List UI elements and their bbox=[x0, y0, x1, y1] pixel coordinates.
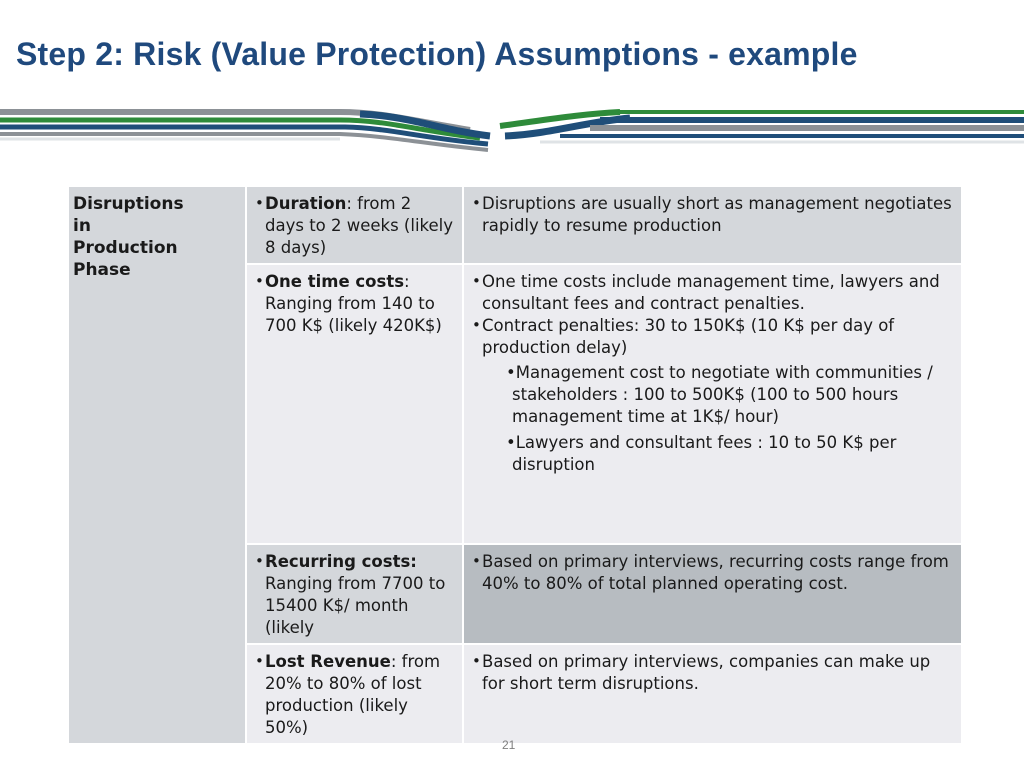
note-text: • Based on primary interviews, companies can make up for short term disruptions. bbox=[468, 651, 953, 695]
category-label-line: Disruptions bbox=[73, 194, 184, 214]
notes-cell bbox=[463, 264, 962, 544]
page-number: 21 bbox=[502, 738, 516, 752]
sub-note-text: •Management cost to negotiate with communities / stakeholders : 100 to 500K$ (100 to 500 hours management time at 1K$/ hour) bbox=[506, 363, 933, 426]
note-text: • Based on primary interviews, recurring costs range from 40% to 80% of total planned operating cost. bbox=[468, 551, 953, 595]
metric-name: One time costs bbox=[265, 272, 405, 291]
metric-cell bbox=[246, 186, 463, 264]
metric-value: : from 20% to 80% of lost production (likely 50%) bbox=[265, 652, 441, 737]
note-text: • Disruptions are usually short as management negotiates rapidly to resume production bbox=[468, 193, 953, 237]
note-text: • Contract penalties: 30 to 150K$ (10 K$ per day of production delay) bbox=[468, 315, 953, 359]
metric-name: Recurring costs: bbox=[265, 552, 417, 571]
metric-cell bbox=[246, 544, 463, 644]
category-cell bbox=[68, 186, 246, 744]
table-row bbox=[68, 186, 962, 264]
category-label-line: Production bbox=[73, 238, 178, 258]
notes-cell bbox=[463, 644, 962, 744]
metric-value: : Ranging from 140 to 700 K$ (likely 420K$) bbox=[265, 272, 442, 335]
risk-assumptions-table bbox=[67, 185, 963, 745]
metric-name: Lost Revenue bbox=[265, 652, 391, 671]
metric-value: Ranging from 7700 to 15400 K$/ month (likely bbox=[265, 574, 446, 637]
decorative-stripe-banner bbox=[0, 100, 1024, 160]
notes-cell bbox=[463, 186, 962, 264]
metric-value: : from 2 days to 2 weeks (likely 8 days) bbox=[265, 194, 454, 257]
note-text: • One time costs include management time, lawyers and consultant fees and contract penalties. bbox=[468, 271, 953, 315]
category-label-line: Phase bbox=[73, 260, 131, 280]
category-label-line: in bbox=[73, 216, 91, 236]
sub-note-text: •Lawyers and consultant fees : 10 to 50 K$ per disruption bbox=[506, 433, 897, 474]
metric-cell bbox=[246, 644, 463, 744]
metric-cell bbox=[246, 264, 463, 544]
slide-title: Step 2: Risk (Value Protection) Assumptions - example bbox=[16, 36, 858, 72]
notes-cell bbox=[463, 544, 962, 644]
metric-name: Duration bbox=[265, 194, 347, 213]
